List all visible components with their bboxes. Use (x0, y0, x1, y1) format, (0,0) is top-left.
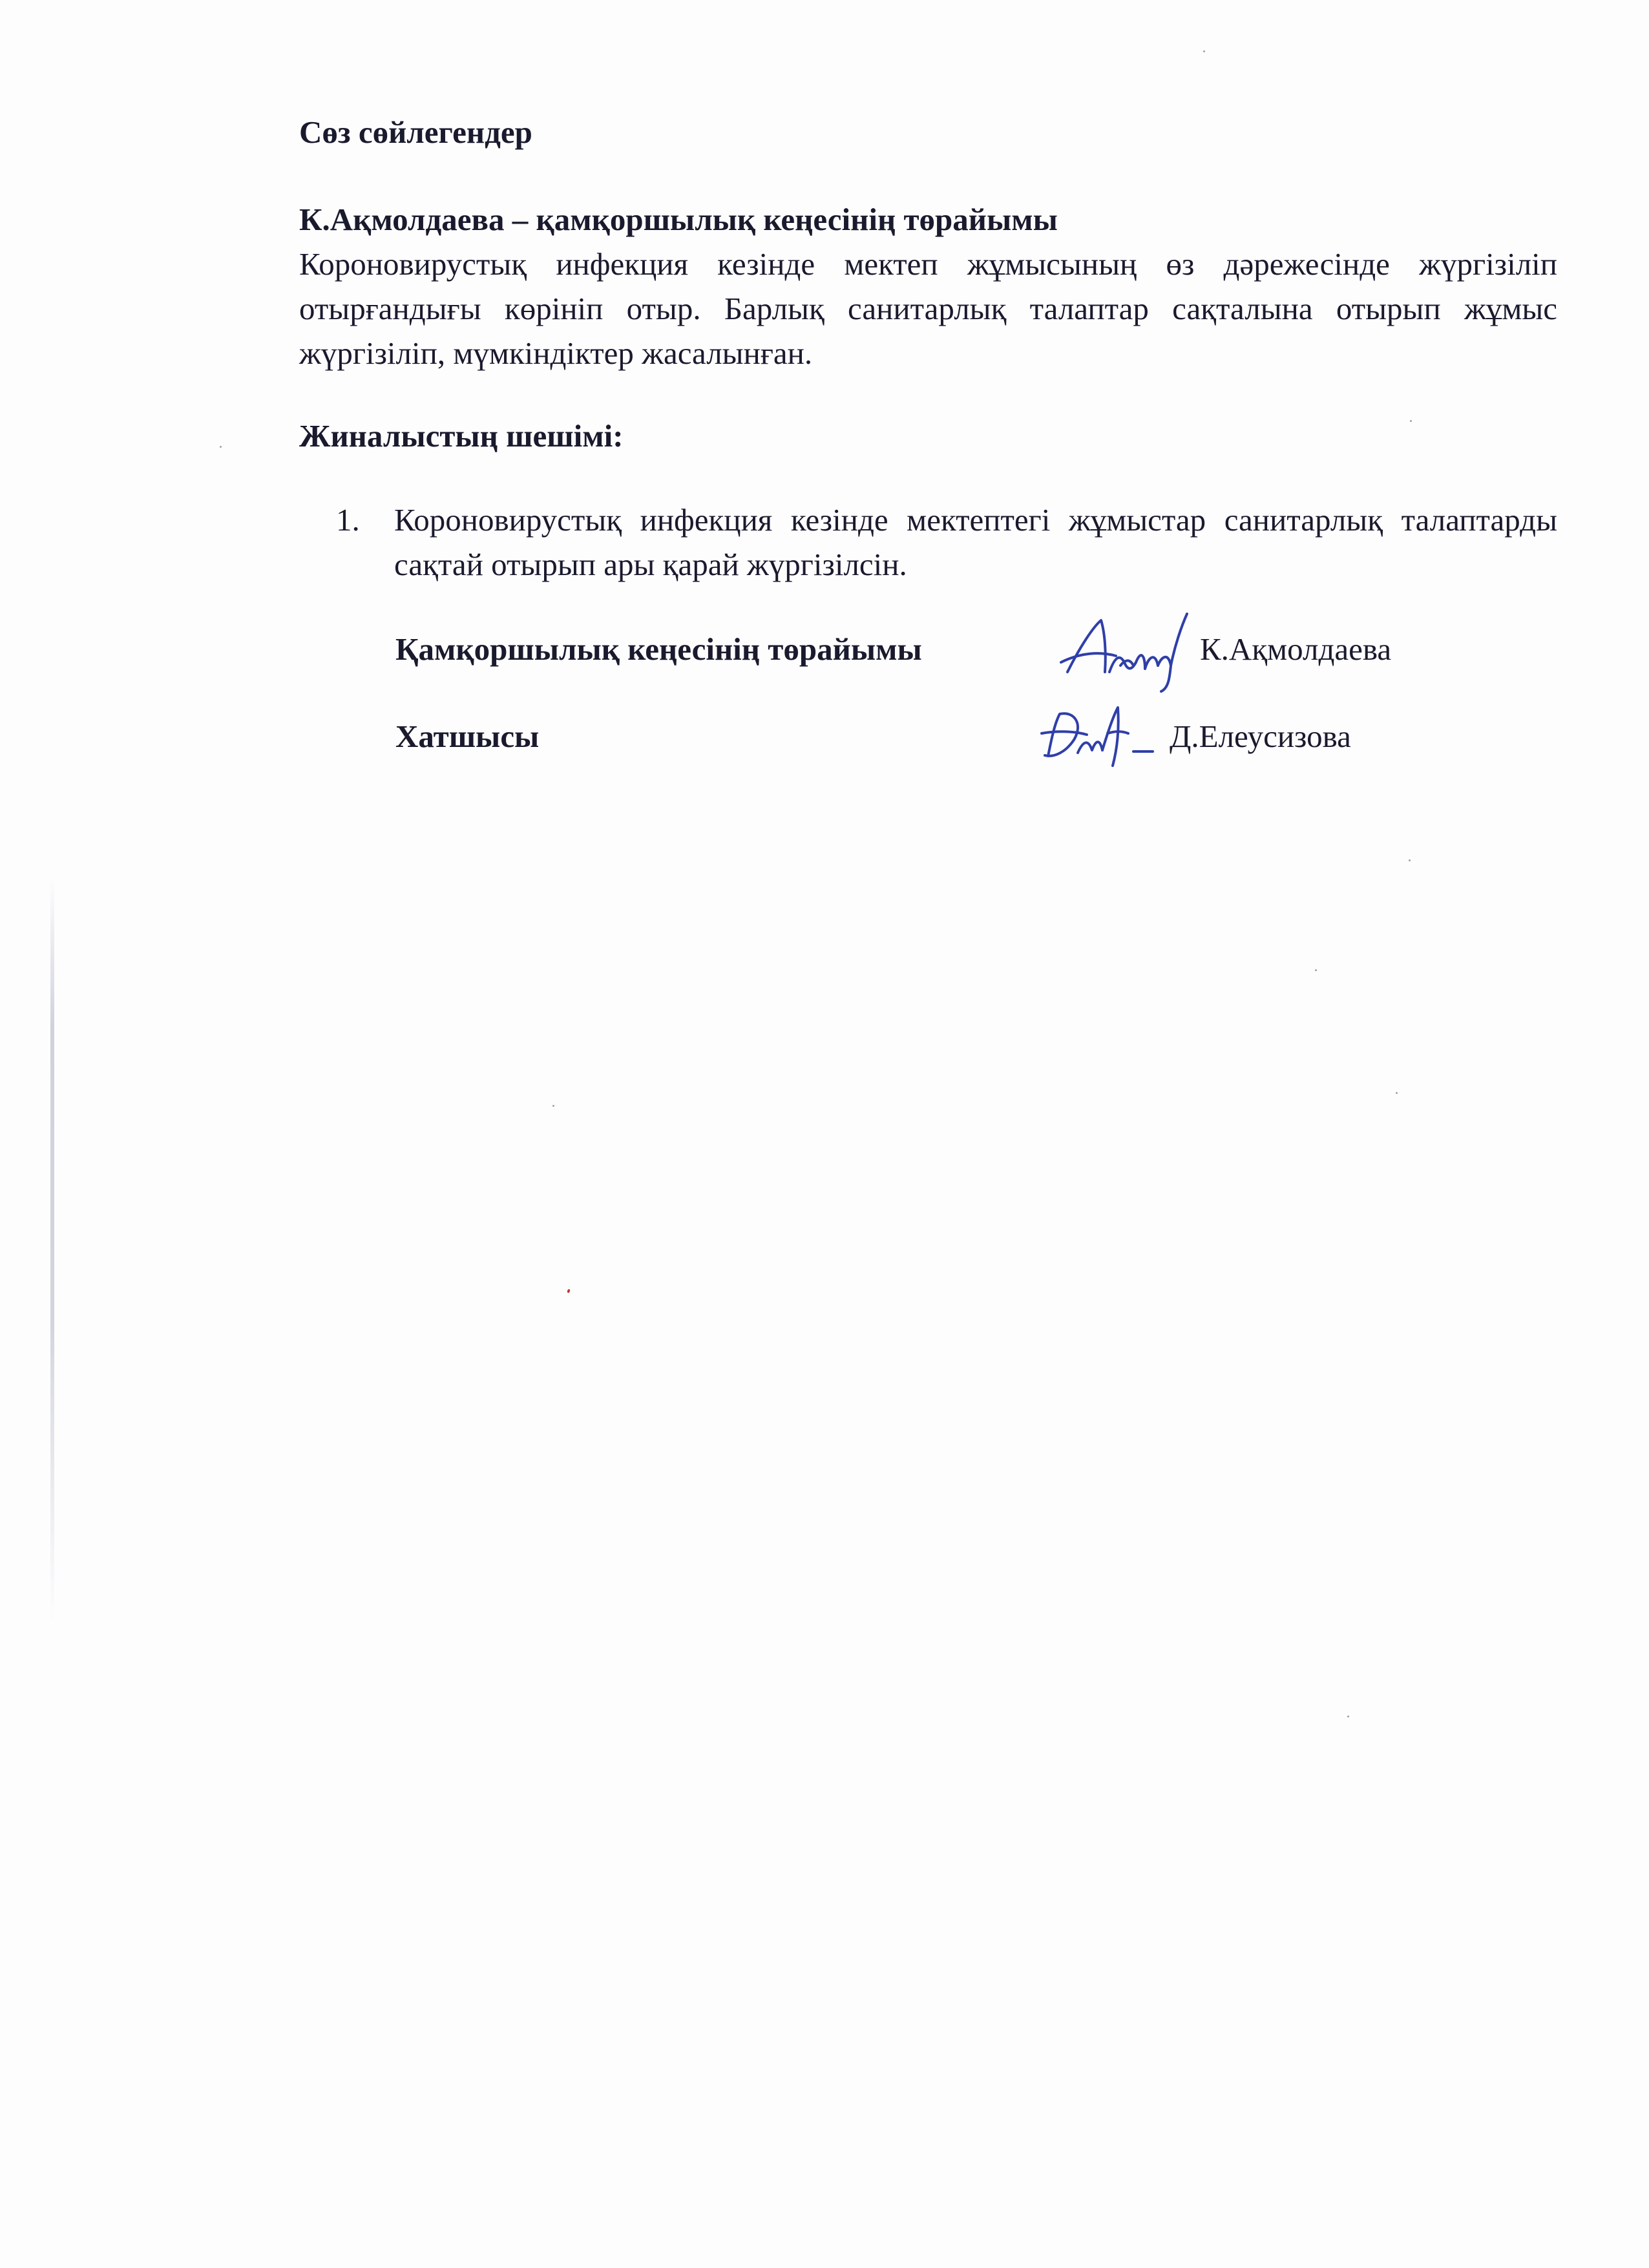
scan-speck (567, 1288, 571, 1293)
decision-heading: Жиналыстың шешімі: (299, 418, 624, 454)
scan-speck (1347, 1716, 1349, 1717)
scan-speck (1203, 50, 1205, 52)
scan-speck (1315, 969, 1317, 971)
speaker-text: Короновирустық инфекция кезінде мектеп жұмысының өз дәрежесінде жүргізіліп отырғандығы көрініп отыр. Барлық санитарлық талаптар сақталына отырып жұмыс жүргізіліп, мүмкіндіктер жасалынған. (299, 246, 1557, 371)
list-item-number: 1. (336, 502, 360, 538)
speaker-name: К.Ақмолдаева – қамқоршылық кеңесінің төрайымы (299, 202, 1058, 237)
signatory-name: К.Ақмолдаева (1200, 631, 1392, 667)
scan-speck (220, 446, 222, 448)
signature-role: Қамқоршылық кеңесінің төрайымы (395, 631, 922, 667)
decision-list (336, 498, 1557, 587)
list-item (336, 498, 1557, 587)
scan-speck (1396, 1092, 1398, 1094)
signature-role: Хатшысы (395, 719, 540, 754)
list-item-text: Короновирустық инфекция кезінде мектептегі жұмыстар санитарлық талаптарды сақтай отырып ары қарай жүргізілсін. (394, 502, 1557, 582)
section-heading: Сөз сөйлегендер (299, 114, 532, 150)
signature-row-chair (395, 627, 1494, 685)
scan-speck (1409, 859, 1411, 861)
scan-speck (552, 1105, 554, 1107)
handwritten-signature-icon (1035, 688, 1171, 790)
signature-row-secretary (395, 714, 1494, 772)
signatory-name: Д.Елеусизова (1170, 719, 1351, 754)
scan-edge-shadow (50, 879, 54, 1622)
